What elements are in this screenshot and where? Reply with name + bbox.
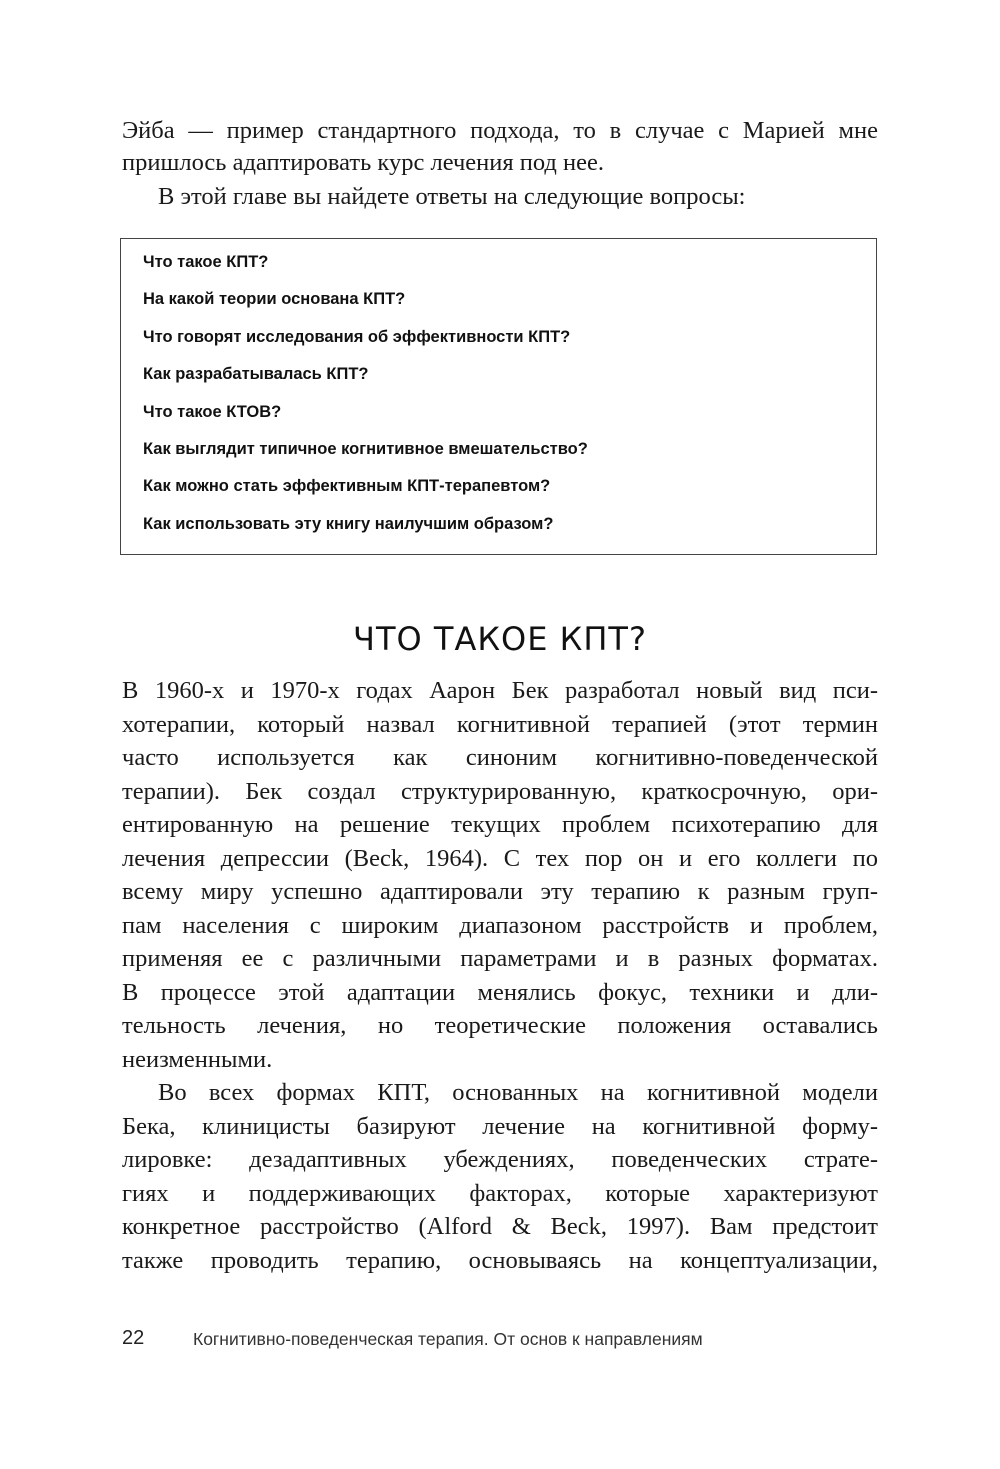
- question-item: Что такое КТОВ?: [143, 402, 282, 421]
- running-footer-title: Когнитивно-поведенческая терапия. От основ к направлениям: [193, 1329, 703, 1349]
- text-line: В процессе этой адаптации менялись фокус, техники и дли-: [122, 978, 878, 1006]
- question-item: Что такое КПТ?: [143, 253, 269, 271]
- text-line: часто используется как синоним когнитивно-поведенческой: [122, 744, 878, 771]
- text-line: пам населения с широким диапазоном расстройств и проблем,: [122, 911, 878, 939]
- question-item: Как использовать эту книгу наилучшим образом?: [143, 514, 554, 533]
- question-item: На какой теории основана КПТ?: [143, 290, 406, 309]
- text-line: тельность лечения, но теоретические положения оставались: [122, 1012, 878, 1039]
- question-item: Что говорят исследования об эффективности КПТ?: [143, 327, 571, 346]
- text-line: также проводить терапию, основываясь на концептуализации,: [122, 1246, 878, 1274]
- text-line: Бека, клиницисты базируют лечение на когнитивной форму-: [122, 1112, 878, 1140]
- text-line: терапии). Бек создал структурированную, краткосрочную, ори-: [122, 777, 878, 805]
- text-line: ентированную на решение текущих проблем психотерапию для: [122, 811, 878, 838]
- text-line: лечения депрессии (Beck, 1964). С тех пор он и его коллеги по: [122, 844, 878, 872]
- text-line: хотерапии, который назвал когнитивной терапией (этот термин: [122, 710, 878, 738]
- question-item: Как можно стать эффективным КПТ-терапевтом?: [143, 477, 551, 496]
- section-heading: ЧТО ТАКОЕ КПТ?: [353, 620, 647, 658]
- text-line: неизменными.: [122, 1045, 273, 1073]
- question-item: Как разрабатывалась КПТ?: [143, 365, 369, 384]
- text-line: В этой главе вы найдете ответы на следующие вопросы:: [158, 183, 746, 210]
- text-line: конкретное расстройство (Alford & Beck, 1997). Вам предстоит: [122, 1213, 878, 1240]
- text-line: Во всех формах КПТ, основанных на когнитивной модели: [158, 1079, 878, 1106]
- chapter-questions-box: [120, 238, 877, 555]
- text-line: пришлось адаптировать курс лечения под нее.: [122, 149, 604, 176]
- question-item: Как выглядит типичное когнитивное вмешательство?: [143, 440, 588, 458]
- text-line: В 1960-х и 1970-х годах Аарон Бек разработал новый вид пси-: [122, 677, 878, 704]
- page-number: 22: [122, 1327, 145, 1349]
- text-line: всему миру успешно адаптировали эту терапию к разным груп-: [122, 878, 878, 905]
- text-line: лировке: дезадаптивных убеждениях, поведенческих страте-: [122, 1146, 878, 1173]
- text-line: гиях и поддерживающих факторах, которые характеризуют: [122, 1179, 878, 1207]
- text-line: применяя ее с различными параметрами и в разных форматах.: [122, 945, 878, 972]
- text-line: Эйба — пример стандартного подхода, то в случае с Марией мне: [122, 117, 878, 144]
